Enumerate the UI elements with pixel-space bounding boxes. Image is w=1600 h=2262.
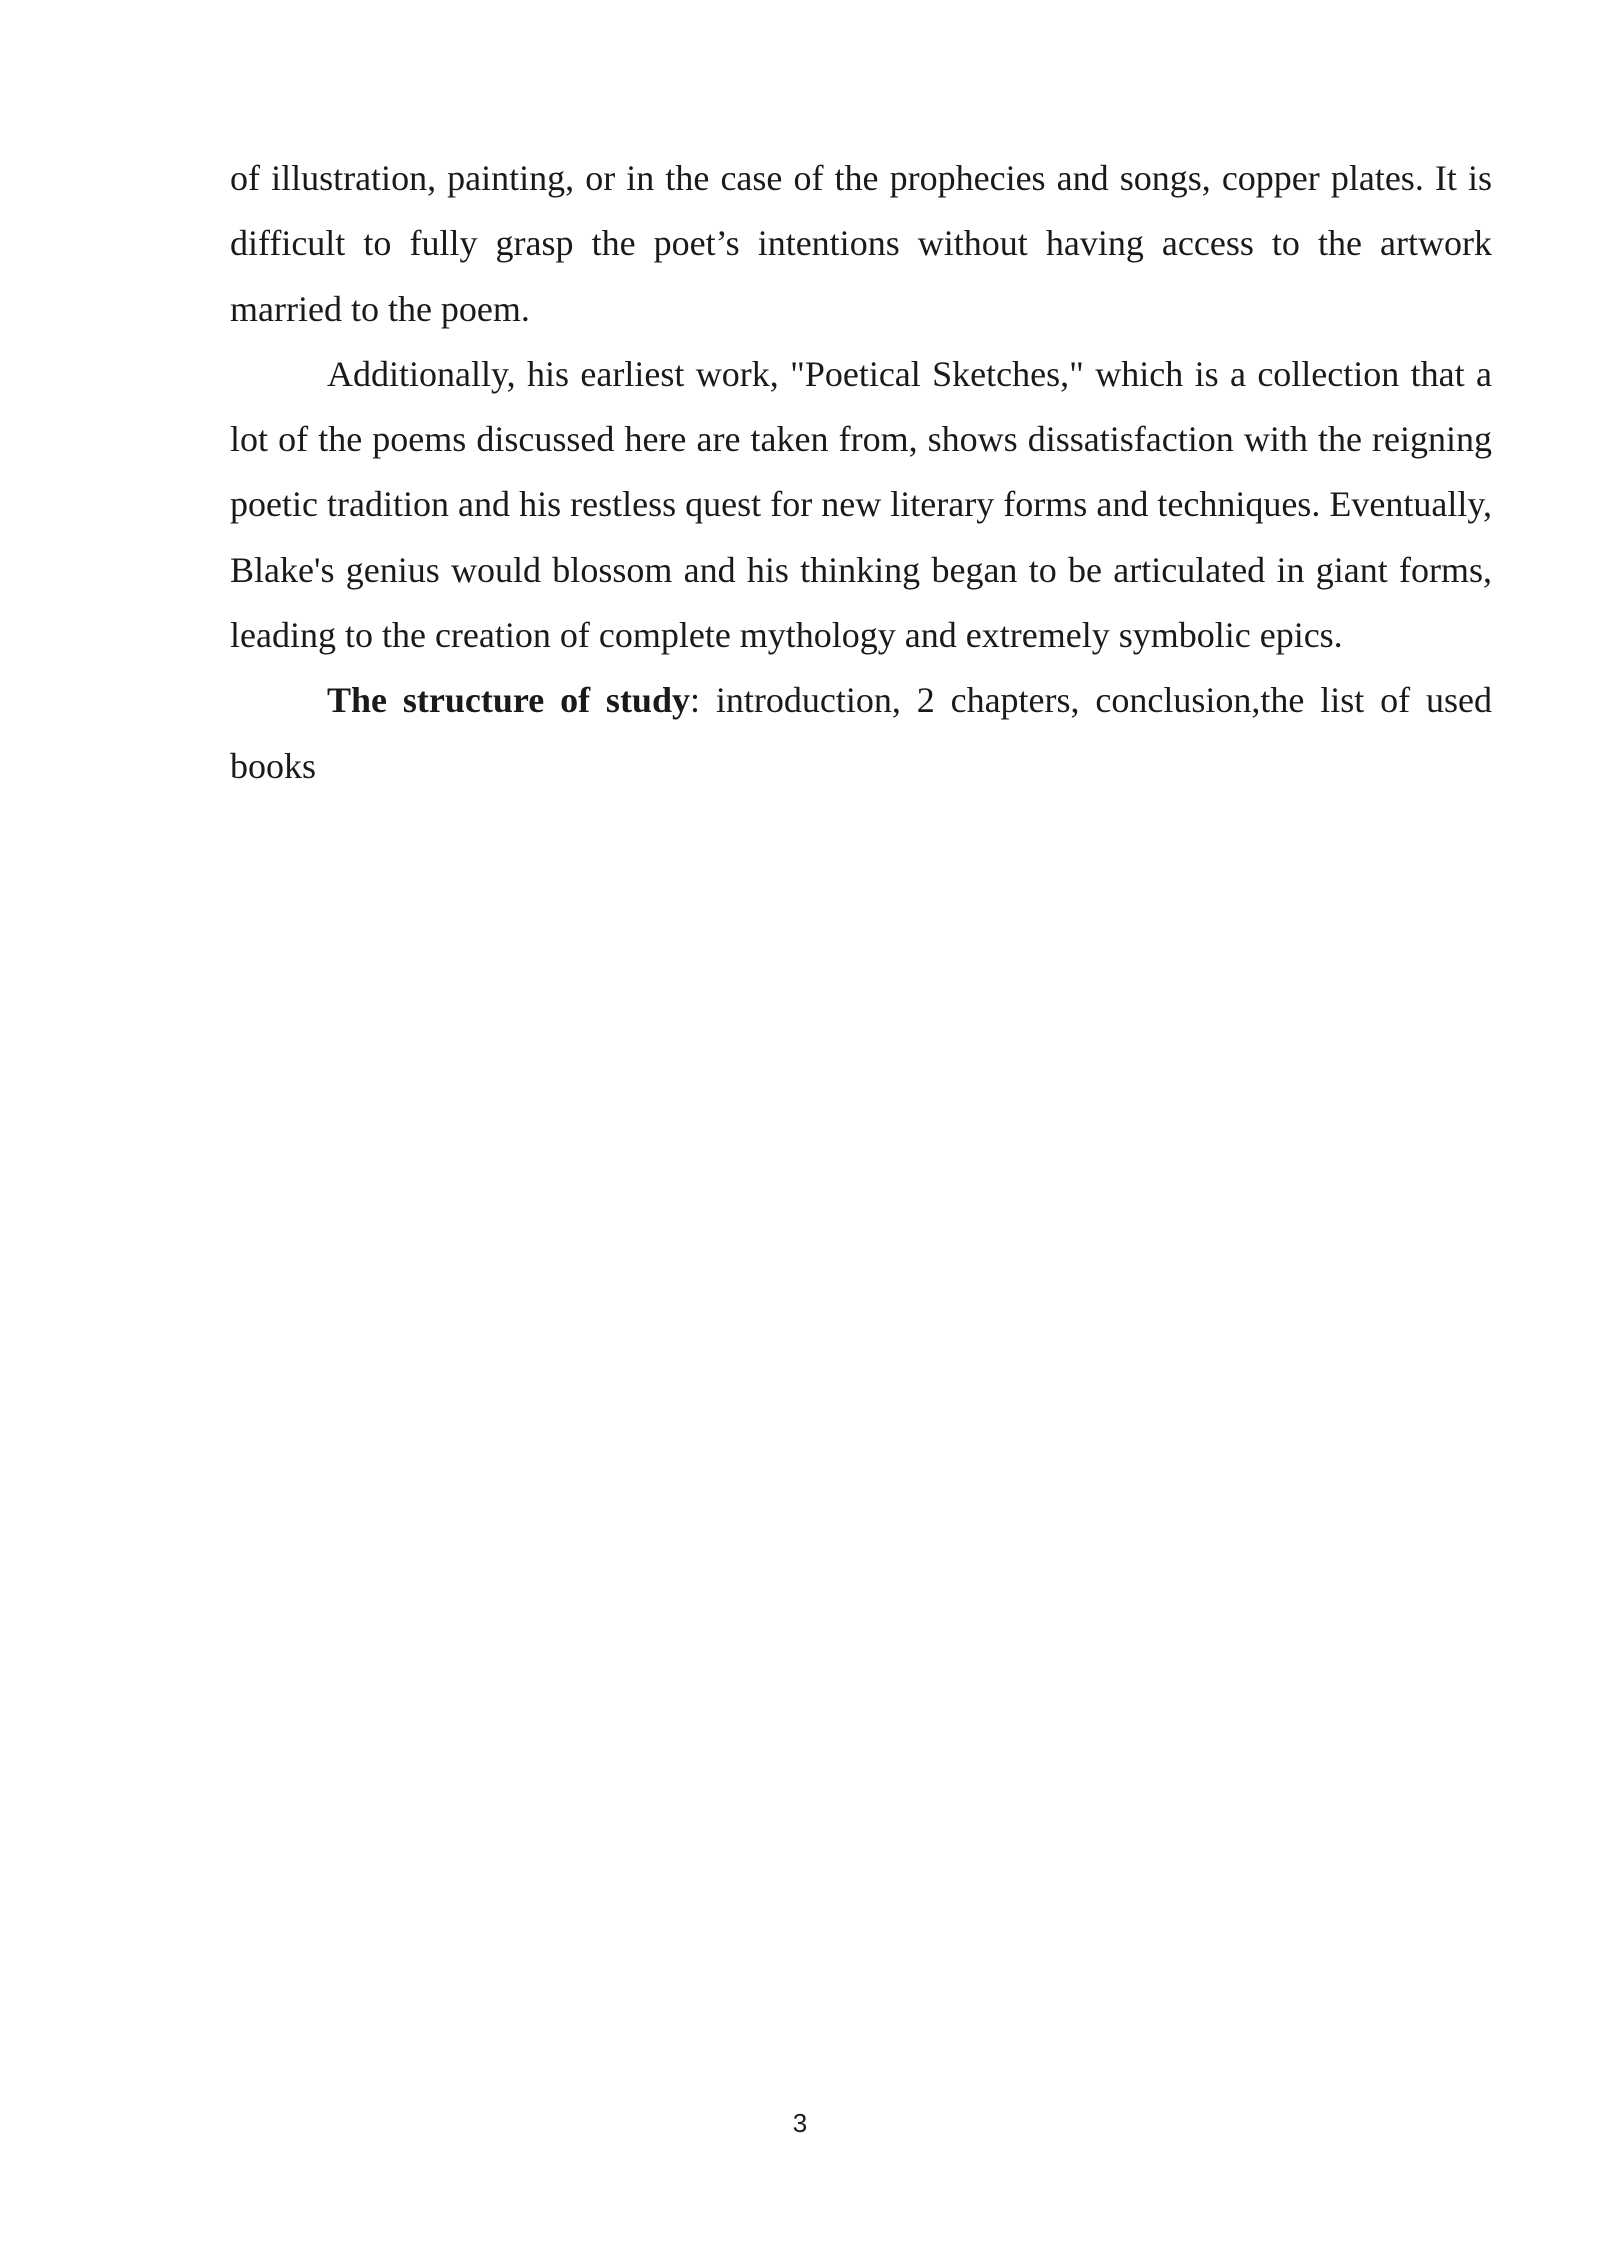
paragraph-continuation [230, 146, 1492, 342]
page-number: 3 [792, 2108, 808, 2138]
paragraph-poetical-sketches [230, 342, 1492, 668]
paragraph-poetical-sketches-text: Additionally, his earliest work, "Poetical Sketches," which is a collection that a lot of the poems discussed here are taken from, shows dissatisfaction with the reigning poetic tradition and his restless quest for new literary forms and techniques. Eventually, Blake's genius would blossom and his thinking began to be articulated in giant forms, leading to the creation of complete mythology and extremely symbolic epics. [230, 353, 1492, 656]
structure-of-study-text: : introduction, 2 chapters, conclusion,the list of used books [230, 680, 1492, 786]
structure-of-study-label: The structure of study [327, 680, 690, 721]
body-text [230, 146, 1492, 799]
paragraph-continuation-text: of illustration, painting, or in the case of the prophecies and songs, copper plates. It is difficult to fully grasp the poet’s intentions without having access to the artwork married to the poem. [230, 158, 1492, 329]
paragraph-structure-of-study [230, 668, 1492, 799]
